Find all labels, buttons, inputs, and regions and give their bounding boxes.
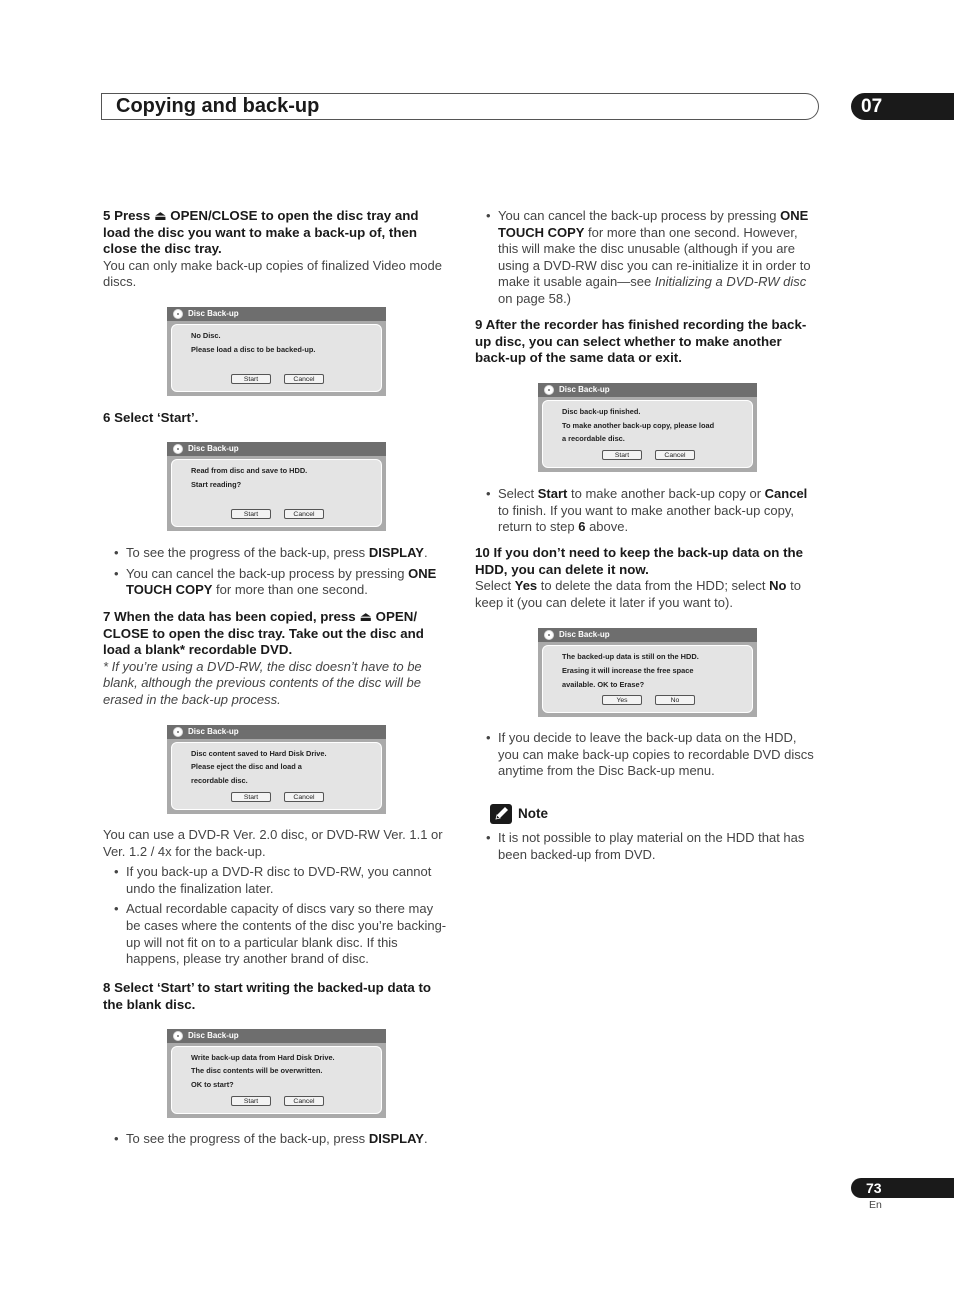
- dialog-title: Disc Back-up: [167, 725, 386, 739]
- dialog-line: Disc back-up finished.: [562, 407, 641, 416]
- cancel-button[interactable]: Cancel: [284, 509, 324, 519]
- step-8: 8 Select ‘Start’ to start writing the backed-up data to the blank disc.: [103, 980, 432, 1012]
- bullet-item: • To see the progress of the back-up, press DISPLAY.: [103, 545, 448, 562]
- yes-button[interactable]: Yes: [602, 695, 642, 705]
- start-button[interactable]: Start: [231, 1096, 271, 1106]
- leave-data-info: [475, 730, 821, 780]
- dialog-erase-hdd: [538, 628, 757, 717]
- chapter-tab: 07: [851, 93, 954, 120]
- disc-icon: [173, 444, 183, 454]
- cancel-button[interactable]: Cancel: [284, 374, 324, 384]
- bullet-item: • To see the progress of the back-up, press DISPLAY.: [103, 1131, 448, 1148]
- dialog-line: available. OK to Erase?: [562, 680, 645, 689]
- dialog-line: recordable disc.: [191, 776, 248, 785]
- step-10-body: Select Yes to delete the data from the HDD; select No to keep it (you can delete it later if you want to).: [475, 578, 801, 610]
- page-number: 73: [851, 1178, 954, 1198]
- note-heading: Note: [518, 806, 548, 821]
- dialog-title: Disc Back-up: [538, 628, 757, 642]
- dialog-title: Disc Back-up: [167, 307, 386, 321]
- disc-icon: [544, 630, 554, 640]
- dialog-line: Please eject the disc and load a: [191, 762, 302, 771]
- bullet-item: • You can cancel the back-up process by pressing ONE TOUCH COPY for more than one second. However, this will make the disc unusable (although if you are using a DVD-RW disc you can re-initialize it in order to make it usable again—see Initializing a DVD-RW disc on page 58.): [475, 208, 821, 308]
- dialog-no-disc: [167, 307, 386, 396]
- cancel-info: [475, 208, 821, 308]
- dialog-title: Disc Back-up: [538, 383, 757, 397]
- bullet-item: • If you decide to leave the back-up data on the HDD, you can make back-up copies to recordable DVD discs anytime from the Disc Back-up menu.: [475, 730, 821, 780]
- step-5-body: You can only make back-up copies of finalized Video mode discs.: [103, 257, 442, 290]
- dialog-title: Disc Back-up: [167, 442, 386, 456]
- dialog-line: No Disc.: [191, 331, 221, 340]
- dialog-line: Start reading?: [191, 480, 242, 489]
- dialog-title: Disc Back-up: [167, 1029, 386, 1043]
- step-9: 9 After the recorder has finished recording the back-up disc, you can select whether to make another back-up of the same data or exit.: [475, 317, 807, 366]
- cancel-button[interactable]: Cancel: [655, 450, 695, 460]
- start-button[interactable]: Start: [602, 450, 642, 460]
- bullet-item: • Select Start to make another back-up copy or Cancel to finish. If you want to make another back-up copy, return to step 6 above.: [475, 486, 821, 536]
- note-body: [475, 830, 821, 863]
- start-button[interactable]: Start: [231, 509, 271, 519]
- pencil-icon: [490, 804, 512, 824]
- dialog-content-saved: [167, 725, 386, 814]
- dialog-backup-finished: [538, 383, 757, 472]
- disc-compat-section: [103, 827, 451, 968]
- language-code: En: [869, 1199, 882, 1211]
- bullet-item: • You can cancel the back-up process by pressing ONE TOUCH COPY for more than one second.: [103, 566, 448, 599]
- start-button[interactable]: Start: [231, 792, 271, 802]
- dialog-line: Write back-up data from Hard Disk Drive.: [191, 1053, 335, 1062]
- dialog-line: The backed-up data is still on the HDD.: [562, 652, 699, 661]
- dialog-write-backup: [167, 1029, 386, 1118]
- dialog-line: Read from disc and save to HDD.: [191, 466, 308, 475]
- cancel-button[interactable]: Cancel: [284, 1096, 324, 1106]
- paragraph: You can use a DVD-R Ver. 2.0 disc, or DVD-RW Ver. 1.1 or Ver. 1.2 / 4x for the back-up.: [103, 827, 443, 859]
- disc-icon: [173, 1031, 183, 1041]
- disc-icon: [544, 385, 554, 395]
- start-button[interactable]: Start: [231, 374, 271, 384]
- disc-icon: [173, 309, 183, 319]
- dialog-line: The disc contents will be overwritten.: [191, 1066, 323, 1075]
- bullet-item: • If you back-up a DVD-R disc to DVD-RW, you cannot undo the finalization later.: [103, 864, 451, 897]
- dialog-line: OK to start?: [191, 1080, 234, 1089]
- dialog-read-disc: [167, 442, 386, 531]
- step-10: 10 If you don’t need to keep the back-up data on the HDD, you can delete it now. Select Yes to delete the data from the HDD; select No to keep it (you can delete it later if you want to).: [475, 545, 821, 611]
- dialog-line: Erasing it will increase the free space: [562, 666, 694, 675]
- bullet-item: • Actual recordable capacity of discs vary so there may be cases where the contents of the disc you’re backing-up will not fit on to a particular blank disc. If this happens, please try another brand of disc.: [103, 901, 451, 967]
- dialog-panel: [542, 400, 753, 468]
- bullet-group-1: [103, 545, 448, 599]
- dialog-panel: [171, 324, 382, 392]
- dialog-panel: [171, 1046, 382, 1114]
- dialog-panel: [542, 645, 753, 713]
- step-7-note: * If you’re using a DVD-RW, the disc doesn’t have to be blank, although the previous contents of the disc will be erased in the back-up process.: [103, 658, 422, 707]
- dialog-line: a recordable disc.: [562, 434, 625, 443]
- cancel-button[interactable]: Cancel: [284, 792, 324, 802]
- bullet-group-2: [103, 1131, 448, 1148]
- dialog-line: Please load a disc to be backed-up.: [191, 345, 316, 354]
- dialog-line: To make another back-up copy, please load: [562, 421, 715, 430]
- disc-icon: [173, 727, 183, 737]
- page-title: Copying and back-up: [116, 95, 320, 117]
- dialog-panel: [171, 742, 382, 810]
- dialog-panel: [171, 459, 382, 527]
- step-5: 5 Press ⏏ OPEN/CLOSE to open the disc tray and load the disc you want to make a back-up of, then close the disc tray. You can only make back-up copies of finalized Video mode discs.: [103, 208, 448, 291]
- step-7: 7 When the data has been copied, press ⏏ OPEN/ CLOSE to open the disc tray. Take out the disc and load a blank* recordable DVD. * If you’re using a DVD-RW, the disc doesn’t have to be blank, although the previous contents of the disc will be erased in the back-up process.: [103, 609, 448, 709]
- select-info: [475, 486, 821, 536]
- dialog-line: Disc content saved to Hard Disk Drive.: [191, 749, 327, 758]
- no-button[interactable]: No: [655, 695, 695, 705]
- bullet-item: • It is not possible to play material on the HDD that has been backed-up from DVD.: [475, 830, 821, 863]
- step-6: 6 Select ‘Start’.: [103, 410, 199, 425]
